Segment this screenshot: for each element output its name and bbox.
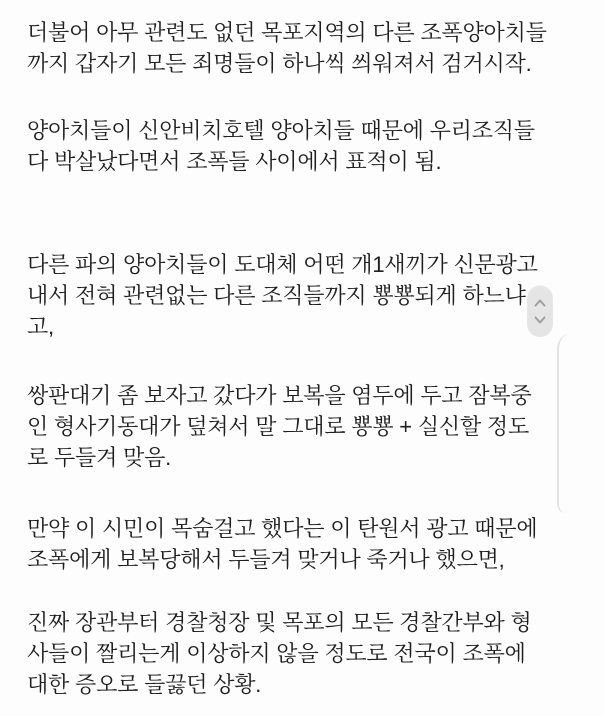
- text-content: [27, 17, 587, 700]
- text-line: 양아치들이 신안비치호텔 양아치들 때문에 우리조직들: [27, 118, 535, 143]
- text-paragraph: [27, 17, 587, 79]
- text-paragraph: [27, 115, 587, 177]
- text-paragraph: [27, 607, 587, 700]
- chevron-down-icon: [534, 316, 546, 324]
- scrollbar-track-line: [557, 334, 573, 513]
- text-line: 진짜 장관부터 경찰청장 및 목포의 모든 경찰간부와 형: [27, 610, 532, 635]
- text-line: 고,: [27, 314, 54, 339]
- text-line: 대한 증오로 들끓던 상황.: [27, 672, 262, 697]
- text-line: 만약 이 시민이 목숨걸고 했다는 이 탄원서 광고 때문에: [27, 516, 538, 541]
- scroll-down-button[interactable]: [532, 314, 548, 326]
- text-line: 다 박살났다면서 조폭들 사이에서 표적이 됨.: [27, 149, 442, 174]
- text-paragraph: [27, 513, 587, 575]
- text-line: 사들이 짤리는게 이상하지 않을 정도로 전국이 조폭에: [27, 641, 526, 666]
- scroll-up-button[interactable]: [532, 297, 548, 309]
- text-line: 까지 갑자기 모든 죄명들이 하나씩 씌워져서 검거시작.: [27, 51, 532, 76]
- text-paragraph: [27, 380, 587, 473]
- text-line: 인 형사기동대가 덮쳐서 말 그대로 뿅뿅 + 실신할 정도: [27, 414, 530, 439]
- text-line: 더불어 아무 관련도 없던 목포지역의 다른 조폭양아치들: [27, 20, 547, 45]
- text-line: 조폭에게 보복당해서 두들겨 맞거나 죽거나 했으면,: [27, 547, 505, 572]
- chevron-up-icon: [534, 299, 546, 307]
- text-paragraph: [27, 249, 587, 342]
- text-line: 쌍판대기 좀 보자고 갔다가 보복을 염두에 두고 잠복중: [27, 383, 532, 408]
- text-line: 내서 전혀 관련없는 다른 조직들까지 뿅뿅되게 하느냐: [27, 283, 526, 308]
- scroll-widget: [527, 285, 553, 337]
- text-line: 다른 파의 양아치들이 도대체 어떤 개1새끼가 신문광고: [27, 252, 538, 277]
- text-line: 로 두들겨 맞음.: [27, 445, 172, 470]
